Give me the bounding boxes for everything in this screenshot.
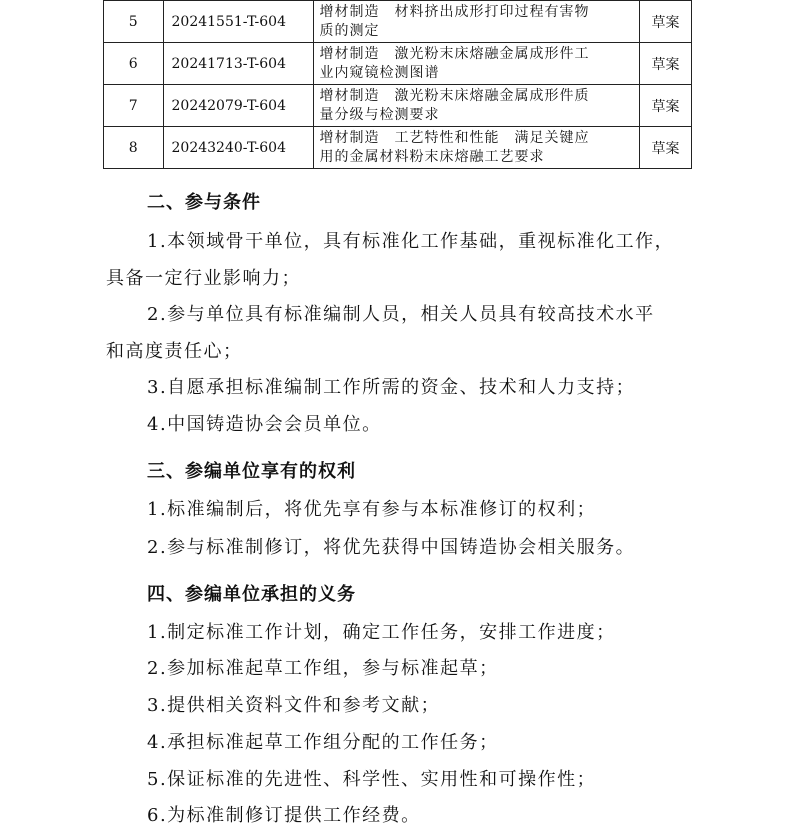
table-row bbox=[104, 1, 692, 43]
standard-name-line1: 增材制造 工艺特性和性能 满足关键应 bbox=[319, 129, 590, 146]
standard-name-line1: 增材制造 激光粉末床熔融金属成形件工 bbox=[319, 45, 590, 62]
table-row bbox=[104, 127, 692, 169]
paragraph: 6.为标准制修订提供工作经费。 bbox=[147, 805, 421, 826]
paragraph: 3.自愿承担标准编制工作所需的资金、技术和人力支持； bbox=[147, 377, 636, 398]
table-row bbox=[104, 43, 692, 85]
row-number: 6 bbox=[104, 43, 164, 85]
table-row bbox=[104, 85, 692, 127]
paragraph: 2.参与标准制修订，将优先获得中国铸造协会相关服务。 bbox=[147, 537, 636, 558]
paragraph: 1.本领域骨干单位，具有标准化工作基础，重视标准化工作， bbox=[147, 231, 675, 252]
paragraph: 2.参加标准起草工作组，参与标准起草； bbox=[147, 658, 499, 679]
row-number: 8 bbox=[104, 127, 164, 169]
row-number: 5 bbox=[104, 1, 164, 43]
standard-name-line2: 用的金属材料粉末床熔融工艺要求 bbox=[319, 148, 545, 165]
standard-code: 20241551-T-604 bbox=[163, 1, 313, 43]
standard-status: 草案 bbox=[640, 85, 692, 127]
paragraph: 1.标准编制后，将优先享有参与本标准修订的权利； bbox=[147, 499, 597, 520]
paragraph: 3.提供相关资料文件和参考文献； bbox=[147, 695, 441, 716]
standard-status: 草案 bbox=[640, 1, 692, 43]
standard-name bbox=[313, 1, 640, 43]
section-heading-rights: 三、参编单位享有的权利 bbox=[147, 461, 356, 482]
standard-status: 草案 bbox=[640, 127, 692, 169]
standard-code: 20243240-T-604 bbox=[163, 127, 313, 169]
standard-name-line1: 增材制造 激光粉末床熔融金属成形件质 bbox=[319, 87, 590, 104]
paragraph: 4.承担标准起草工作组分配的工作任务； bbox=[147, 732, 499, 753]
standard-name-line2: 量分级与检测要求 bbox=[319, 106, 440, 123]
standard-name bbox=[313, 43, 640, 85]
paragraph: 5.保证标准的先进性、科学性、实用性和可操作性； bbox=[147, 769, 597, 790]
paragraph: 具备一定行业影响力； bbox=[106, 268, 301, 289]
standard-name bbox=[313, 127, 640, 169]
section-heading-obligations: 四、参编单位承担的义务 bbox=[147, 584, 356, 605]
standard-status: 草案 bbox=[640, 43, 692, 85]
standard-code: 20241713-T-604 bbox=[163, 43, 313, 85]
row-number: 7 bbox=[104, 85, 164, 127]
standard-name-line2: 业内窥镜检测图谱 bbox=[319, 64, 440, 81]
standard-name-line1: 增材制造 材料挤出成形打印过程有害物 bbox=[319, 3, 590, 20]
standards-table bbox=[103, 0, 692, 169]
paragraph: 4.中国铸造协会会员单位。 bbox=[147, 414, 382, 435]
standard-code: 20242079-T-604 bbox=[163, 85, 313, 127]
standard-name bbox=[313, 85, 640, 127]
standard-name-line2: 质的测定 bbox=[319, 22, 380, 39]
paragraph: 1.制定标准工作计划，确定工作任务，安排工作进度； bbox=[147, 622, 616, 643]
paragraph: 和高度责任心； bbox=[106, 341, 243, 362]
paragraph: 2.参与单位具有标准编制人员，相关人员具有较高技术水平 bbox=[147, 304, 655, 325]
section-heading-participation: 二、参与条件 bbox=[147, 192, 261, 213]
